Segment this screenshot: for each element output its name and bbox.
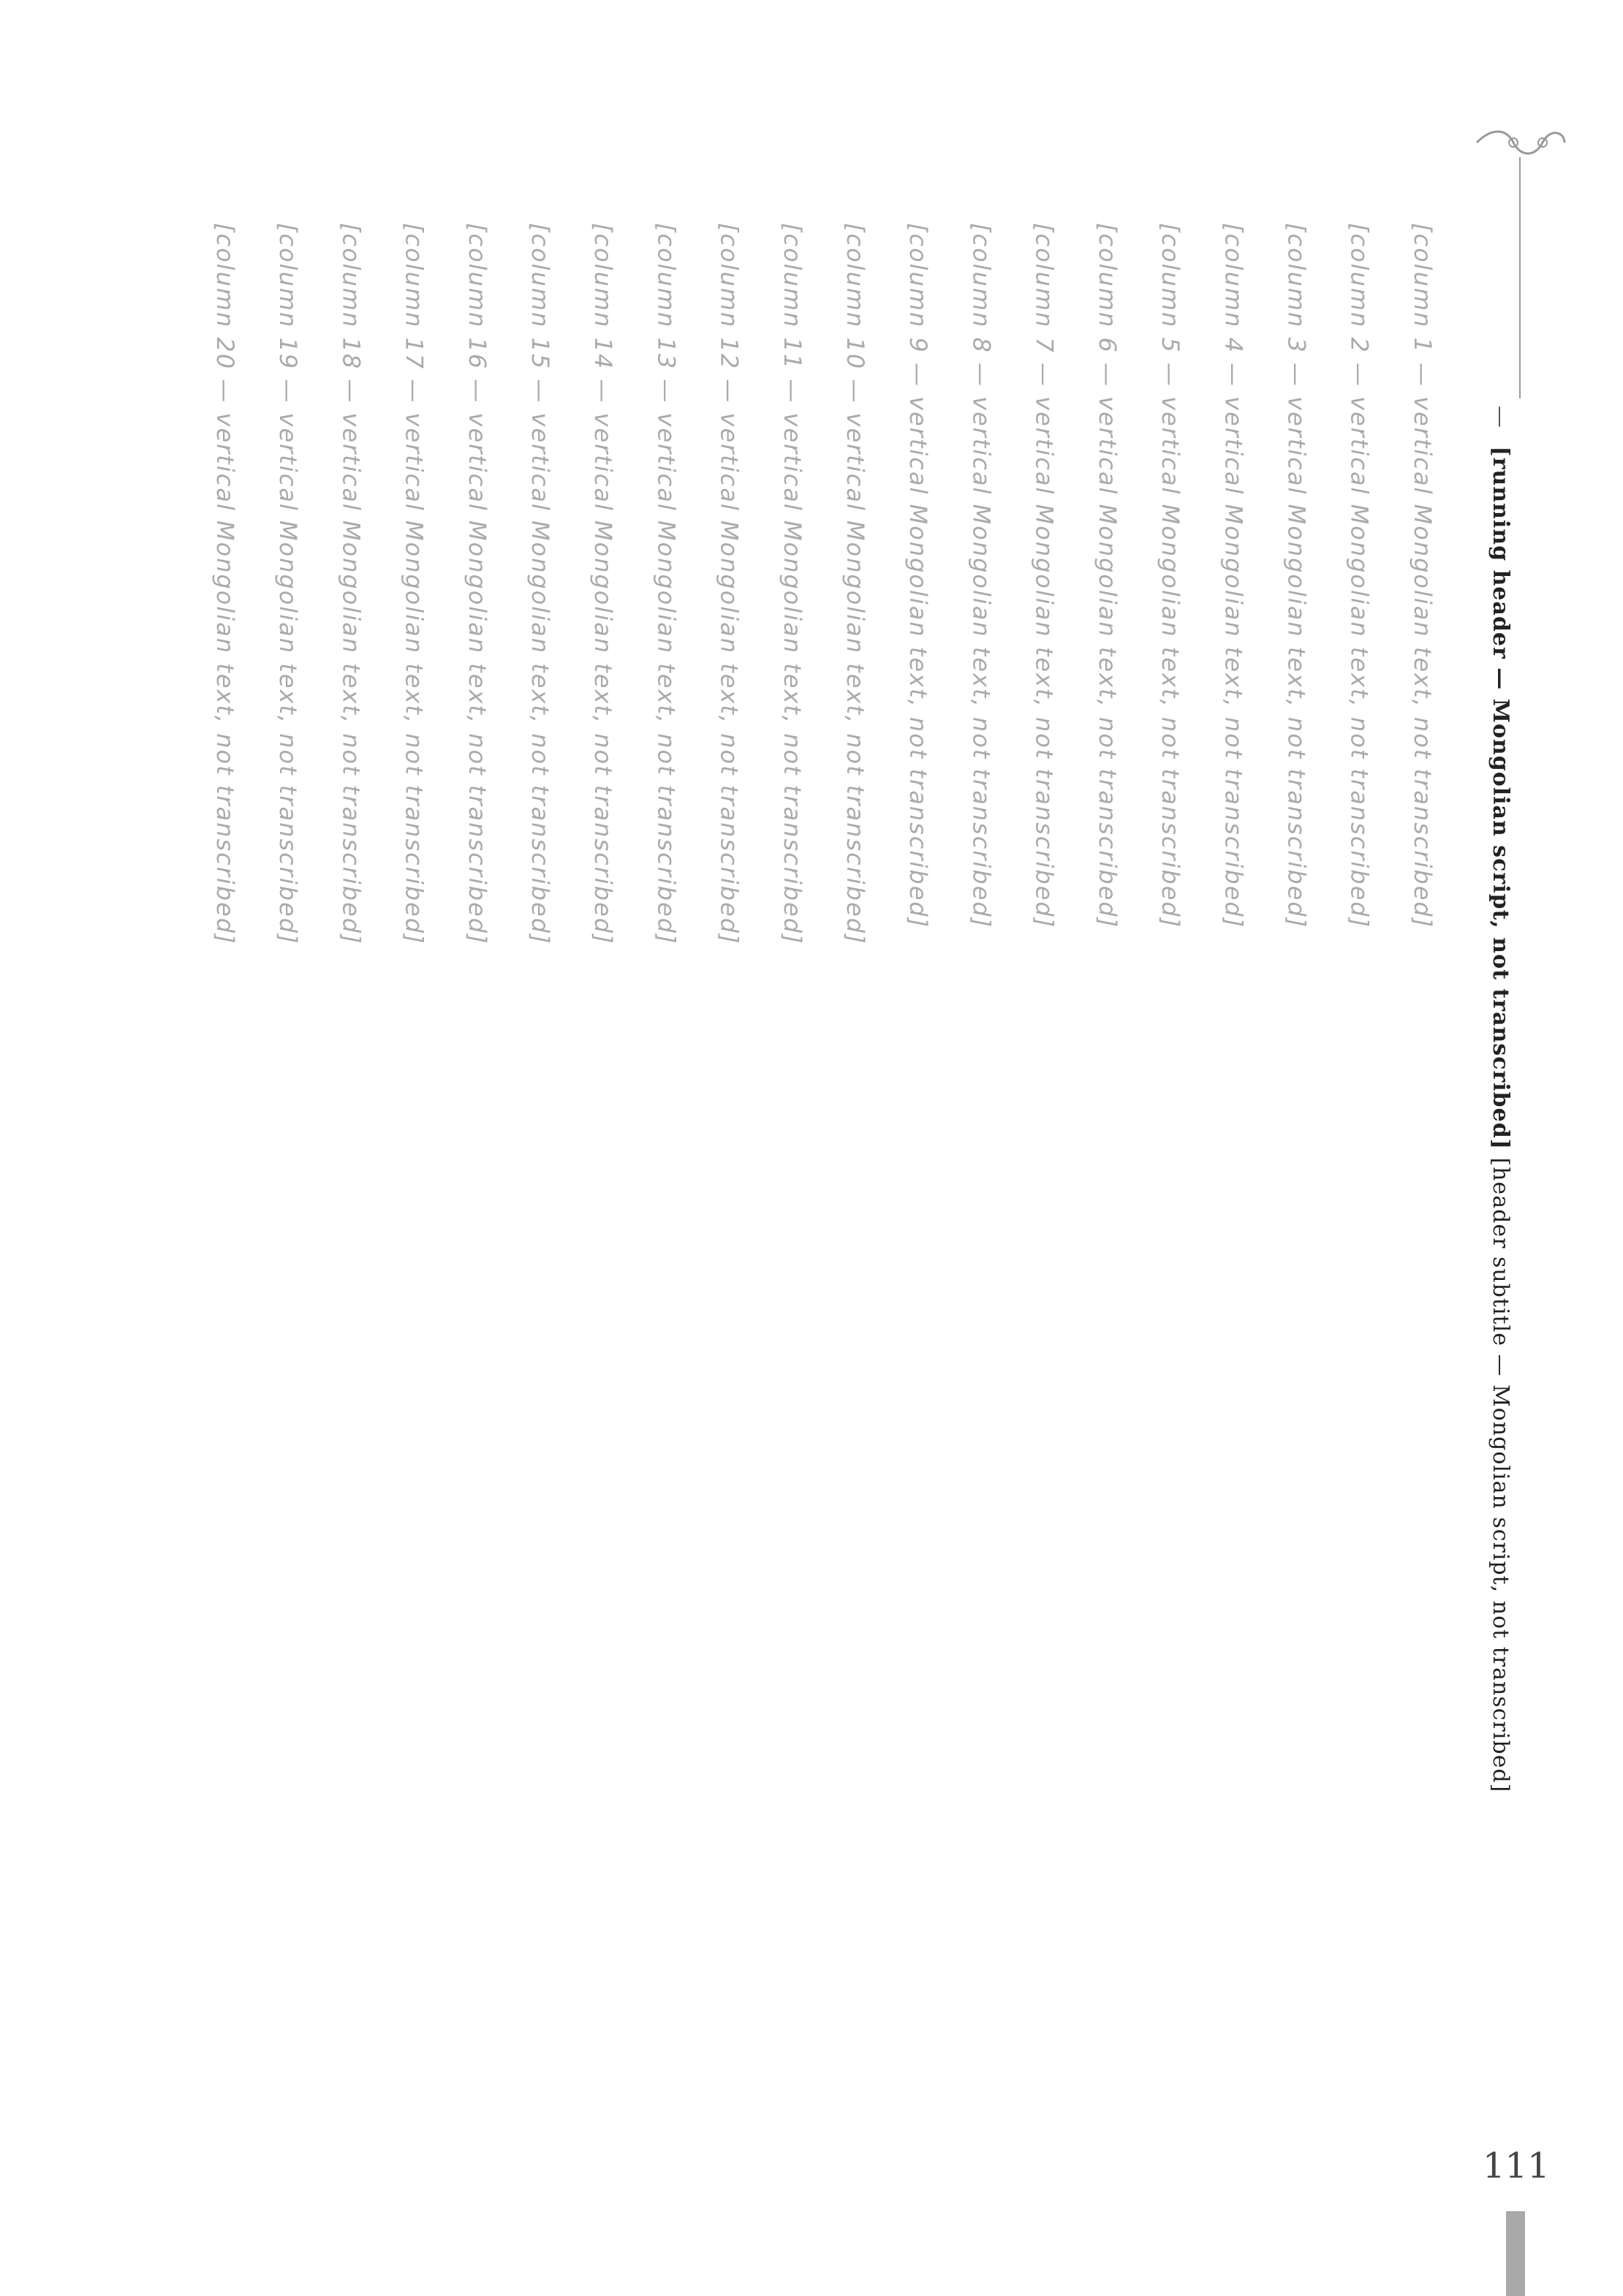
header-title: [running header — Mongolian script, not transcribed] <box>1488 446 1513 1150</box>
text-column: [column 6 — vertical Mongolian text, not transcribed] <box>1093 223 1121 929</box>
header-dash: — <box>1488 406 1513 428</box>
text-column: [column 15 — vertical Mongolian text, not transcribed] <box>526 223 555 945</box>
text-column: [column 13 — vertical Mongolian text, not transcribed] <box>652 223 681 945</box>
text-column: [column 18 — vertical Mongolian text, not transcribed] <box>337 223 366 945</box>
text-column: [column 10 — vertical Mongolian text, not transcribed] <box>841 223 870 945</box>
header-subtitle: [header subtitle — Mongolian script, not transcribed] <box>1488 1157 1513 1793</box>
text-column: [column 12 — vertical Mongolian text, not transcribed] <box>715 223 744 945</box>
text-columns <box>208 223 1451 2072</box>
header-ornament-icon <box>1469 124 1572 161</box>
header-rule <box>1519 157 1521 398</box>
text-column: [column 16 — vertical Mongolian text, not transcribed] <box>463 223 491 945</box>
page-number: 111 <box>1483 2145 1550 2186</box>
running-header <box>1488 406 1546 1793</box>
text-column: [column 9 — vertical Mongolian text, not transcribed] <box>904 223 933 929</box>
text-column: [column 1 — vertical Mongolian text, not transcribed] <box>1408 223 1437 929</box>
text-column: [column 14 — vertical Mongolian text, not transcribed] <box>589 223 618 945</box>
text-column: [column 2 — vertical Mongolian text, not transcribed] <box>1345 223 1374 929</box>
text-column: [column 4 — vertical Mongolian text, not transcribed] <box>1219 223 1248 929</box>
text-column: [column 11 — vertical Mongolian text, not transcribed] <box>778 223 806 945</box>
text-column: [column 19 — vertical Mongolian text, not transcribed] <box>274 223 303 945</box>
text-column: [column 5 — vertical Mongolian text, not transcribed] <box>1157 223 1185 929</box>
text-column: [column 3 — vertical Mongolian text, not transcribed] <box>1282 223 1311 929</box>
text-column: [column 20 — vertical Mongolian text, not transcribed] <box>211 223 239 945</box>
text-column: [column 7 — vertical Mongolian text, not transcribed] <box>1030 223 1059 929</box>
text-column: [column 17 — vertical Mongolian text, not transcribed] <box>400 223 428 945</box>
text-column: [column 8 — vertical Mongolian text, not transcribed] <box>967 223 996 929</box>
page-edge-bar <box>1506 2211 1525 2296</box>
